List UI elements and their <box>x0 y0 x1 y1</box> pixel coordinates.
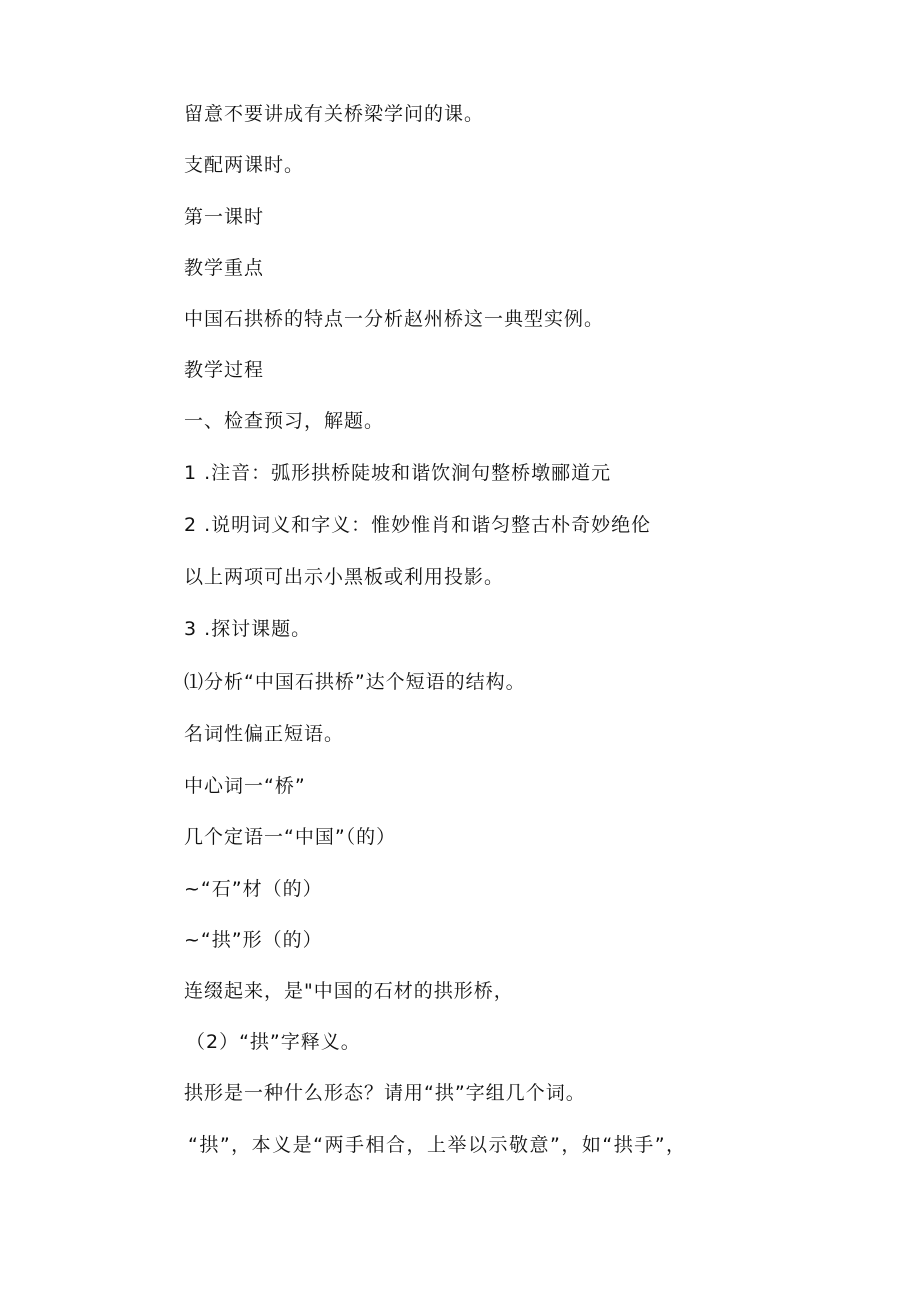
list-item: 1 .注音：弧形拱桥陡坡和谐饮涧句整桥墩郦道元 <box>184 462 612 484</box>
list-item: 2 .说明词义和字义：惟妙惟肖和谐匀整古朴奇妙绝伦 <box>184 514 652 536</box>
section-heading: 教学重点 <box>184 257 265 279</box>
text-line: ~“拱”形（的） <box>184 929 323 951</box>
text-line: 中心词一“桥” <box>184 775 306 797</box>
text-line: 拱形是一种什么形态？请用“拱”字组几个词。 <box>184 1082 586 1104</box>
text-line: 以上两项可出示小黑板或利用投影。 <box>184 566 505 588</box>
text-line: “拱”，本义是“两手相合，上举以示敬意”，如“拱手”， <box>188 1134 687 1156</box>
text-line: 连缀起来，是"中国的石材的拱形桥， <box>184 980 514 1002</box>
list-item: 3 .探讨课题。 <box>184 618 312 640</box>
list-item: （2）“拱”字释义。 <box>186 1031 361 1053</box>
text-line: 一、检查预习，解题。 <box>184 410 385 432</box>
text-line: 第一课时 <box>184 206 265 228</box>
text-line: 名词性偏正短语。 <box>184 723 345 745</box>
text-line: ~“石”材（的） <box>184 878 323 900</box>
text-line: 中国石拱桥的特点一分析赵州桥这一典型实例。 <box>184 308 605 330</box>
text-line: 留意不要讲成有关桥梁学问的课。 <box>184 103 485 125</box>
text-line: 支配两课时。 <box>184 154 305 176</box>
section-heading: 教学过程 <box>184 359 265 381</box>
text-line: 几个定语一“中国”（的） <box>184 826 397 848</box>
list-item: ⑴分析“中国石拱桥”达个短语的结构。 <box>184 671 526 693</box>
